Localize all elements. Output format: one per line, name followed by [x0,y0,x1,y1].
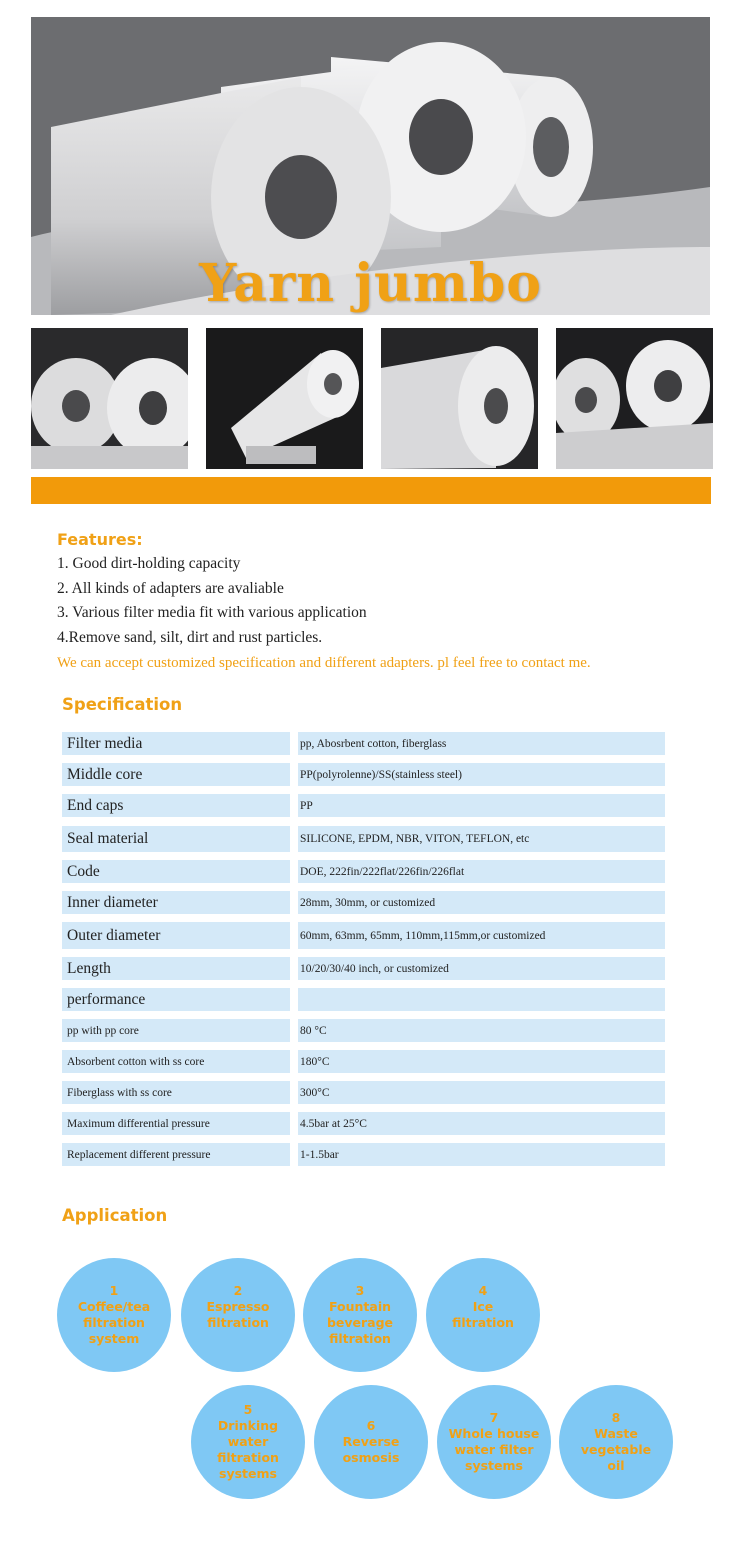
spec-row [62,922,666,957]
bubble-line: osmosis [342,1450,400,1465]
bubble-line: filtration [217,1450,279,1465]
spec-row [62,860,666,891]
bubble-line: water [227,1434,269,1449]
spec-value: pp, Abosrbent cotton, fiberglass [298,732,665,755]
application-bubble-3 [303,1258,417,1372]
features-note: We can accept customized specification and different adapters. pl feel free to contact me. [57,655,591,671]
divider-bar [31,477,711,504]
bubble-line: Coffee/tea [77,1299,151,1314]
spec-row [62,732,666,763]
bubble-line: water filter [454,1442,534,1457]
application-bubble-8 [559,1385,673,1499]
spec-label: Middle core [62,763,290,786]
spec-label: End caps [62,794,290,817]
spec-value: 28mm, 30mm, or customized [298,891,665,914]
spec-row [62,1112,666,1143]
bubble-line: Waste [594,1426,638,1441]
feature-item: 4.Remove sand, silt, dirt and rust particles. [57,628,323,646]
bubble-line: Drinking [217,1418,279,1433]
bubble-number: 4 [478,1283,488,1298]
bubble-number: 3 [355,1283,365,1298]
hero-title: Yarn jumbo [199,253,542,314]
thumbnail-1[interactable] [31,328,188,469]
spec-label: Replacement different pressure [62,1143,290,1166]
bubble-number: 6 [366,1418,376,1433]
feature-item: 1. Good dirt-holding capacity [57,555,241,572]
bubble-line: vegetable [580,1442,652,1457]
features-section [57,530,697,676]
bubble-number: 1 [109,1283,119,1298]
spec-label: Seal material [62,826,290,852]
spec-table [62,732,666,1174]
spec-value: 4.5bar at 25°C [298,1112,665,1135]
spec-label: Code [62,860,290,883]
spec-row [62,891,666,922]
spec-value: DOE, 222fin/222flat/226fin/226flat [298,860,665,883]
bubble-line: system [88,1331,140,1346]
spec-row [62,1081,666,1112]
spec-value: PP(polyrolenne)/SS(stainless steel) [298,763,665,786]
spec-row [62,988,666,1019]
bubble-line: systems [465,1458,523,1473]
bubble-line: Espresso [206,1299,270,1314]
spec-row [62,957,666,988]
bubble-number: 2 [233,1283,243,1298]
spec-row [62,1019,666,1050]
spec-label: performance [62,988,290,1011]
bubble-line: filtration [329,1331,391,1346]
bubble-line: filtration [207,1315,269,1330]
spec-value: SILICONE, EPDM, NBR, VITON, TEFLON, etc [298,826,665,852]
spec-value [298,988,665,1011]
spec-label: Outer diameter [62,922,290,949]
thumbnail-4[interactable] [556,328,713,469]
application-bubble-4 [426,1258,540,1372]
bubble-line: Ice [472,1299,494,1314]
application-title: Application [62,1206,168,1225]
bubble-line: Reverse [342,1434,400,1449]
bubble-line: beverage [326,1315,394,1330]
spec-value: 180°C [298,1050,665,1073]
application-bubble-5 [191,1385,305,1499]
spec-value: 80 °C [298,1019,665,1042]
feature-item: 2. All kinds of adapters are avaliable [57,579,284,597]
bubble-line: Fountain [328,1299,391,1314]
spec-label: Length [62,957,290,980]
feature-item: 3. Various filter media fit with various application [57,604,367,621]
bubble-line: systems [219,1466,277,1481]
specification-title: Specification [62,695,183,714]
application-bubble-7 [437,1385,551,1499]
spec-row [62,1143,666,1174]
bubble-number: 7 [489,1410,499,1425]
spec-row [62,826,666,860]
spec-row [62,794,666,826]
spec-value: PP [298,794,665,817]
spec-value: 1-1.5bar [298,1143,665,1166]
bubble-number: 5 [243,1402,253,1417]
spec-label: Filter media [62,732,290,755]
spec-value: 300°C [298,1081,665,1104]
application-bubble-1 [57,1258,171,1372]
bubble-line: Whole house [448,1426,540,1441]
spec-label: Fiberglass with ss core [62,1081,290,1104]
spec-value: 60mm, 63mm, 65mm, 110mm,115mm,or customized [298,922,665,949]
spec-label: Absorbent cotton with ss core [62,1050,290,1073]
spec-label: pp with pp core [62,1019,290,1042]
hero-banner [31,17,710,315]
spec-label: Maximum differential pressure [62,1112,290,1135]
thumbnail-2[interactable] [206,328,363,469]
spec-row [62,1050,666,1081]
spec-value: 10/20/30/40 inch, or customized [298,957,665,980]
thumbnail-3[interactable] [381,328,538,469]
application-bubble-6 [314,1385,428,1499]
features-title: Features: [57,530,143,549]
bubble-number: 8 [611,1410,621,1425]
spec-label: Inner diameter [62,891,290,914]
spec-row [62,763,666,794]
bubble-line: filtration [83,1315,145,1330]
application-bubble-2 [181,1258,295,1372]
bubble-line: filtration [452,1315,514,1330]
bubble-line: oil [607,1458,625,1473]
